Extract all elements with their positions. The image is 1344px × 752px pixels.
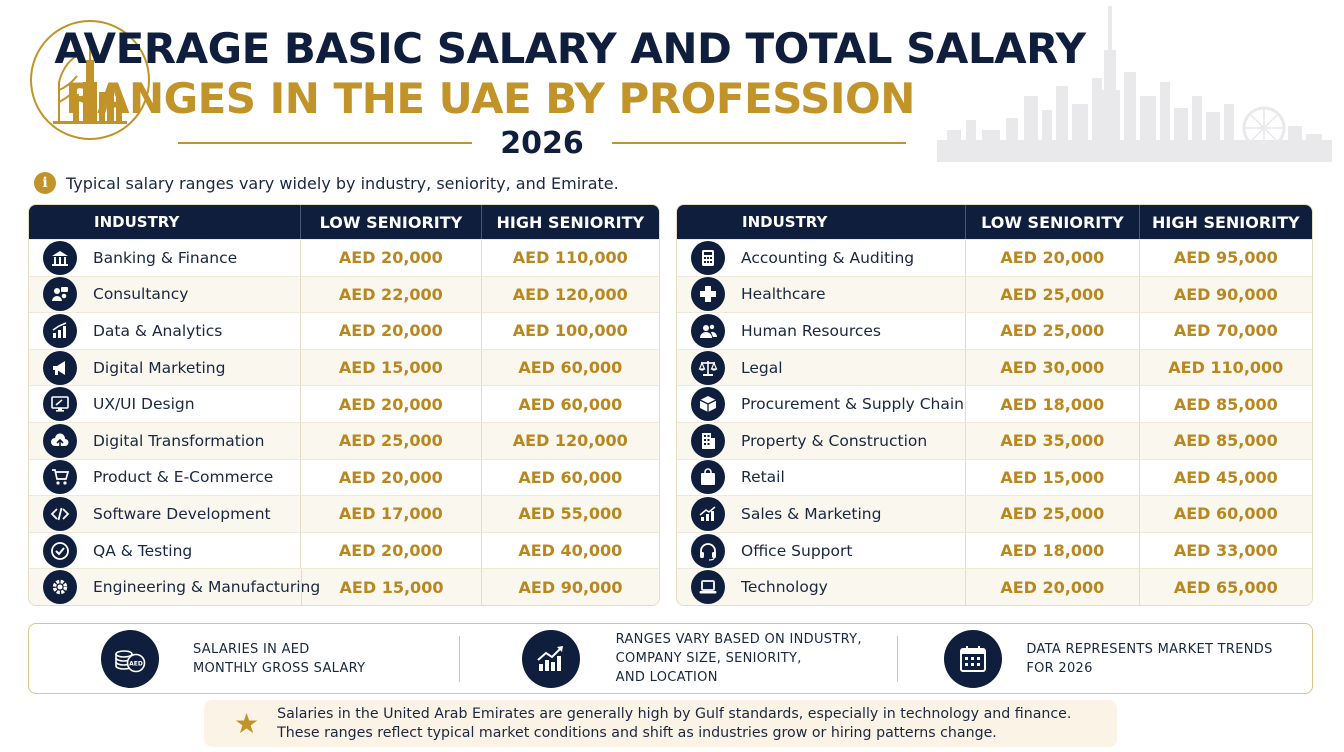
footer-item-trends — [898, 624, 1312, 693]
industry-cell — [29, 533, 300, 569]
high-seniority-salary: AED 85,000 — [1139, 423, 1312, 459]
table-row-digital-transformation — [29, 422, 659, 459]
column-header-industry: INDUSTRY — [94, 213, 180, 231]
people-icon — [691, 314, 725, 348]
table-row-engineering-and-manufacturing — [29, 568, 659, 605]
check-icon — [43, 534, 77, 568]
industry-label: Digital Marketing — [93, 358, 226, 377]
industry-label: Digital Transformation — [93, 431, 265, 450]
high-seniority-salary: AED 120,000 — [481, 277, 659, 313]
low-seniority-salary: AED 17,000 — [300, 496, 480, 532]
low-seniority-salary: AED 15,000 — [965, 460, 1138, 496]
high-seniority-salary: AED 100,000 — [481, 313, 659, 349]
table-row-sales-and-marketing — [677, 495, 1312, 532]
high-seniority-salary: AED 45,000 — [1139, 460, 1312, 496]
low-seniority-salary: AED 18,000 — [965, 386, 1138, 422]
high-seniority-salary: AED 110,000 — [481, 240, 659, 276]
high-seniority-salary: AED 70,000 — [1139, 313, 1312, 349]
calendar-icon — [944, 630, 1002, 688]
low-seniority-salary: AED 15,000 — [301, 569, 481, 605]
analytics-icon — [43, 314, 77, 348]
industry-label: Human Resources — [741, 321, 881, 340]
footer-text-1 — [193, 640, 365, 678]
table-row-accounting-and-auditing — [677, 239, 1312, 276]
bank-icon — [43, 241, 77, 275]
table-row-consultancy — [29, 276, 659, 313]
info-note — [34, 172, 619, 194]
industry-label: Sales & Marketing — [741, 504, 882, 523]
industry-label: Legal — [741, 358, 783, 377]
footer-text-3 — [1026, 640, 1272, 678]
growth-chart-icon — [691, 497, 725, 531]
table-row-product-and-e-commerce — [29, 459, 659, 496]
industry-label: Consultancy — [93, 285, 189, 304]
table-row-technology — [677, 568, 1312, 605]
info-icon: i — [34, 172, 56, 194]
high-seniority-salary: AED 40,000 — [481, 533, 659, 569]
table-row-ux-ui-design — [29, 385, 659, 422]
title-line-1: AVERAGE BASIC SALARY AND TOTAL SALARY — [54, 24, 1086, 73]
building-icon — [691, 424, 725, 458]
low-seniority-salary: AED 20,000 — [300, 240, 480, 276]
industry-label: Engineering & Manufacturing — [93, 578, 321, 597]
industry-cell — [29, 460, 300, 496]
footer-line: COMPANY SIZE, SENIORITY, — [615, 651, 802, 666]
industry-label: Property & Construction — [741, 431, 928, 450]
headset-icon — [691, 534, 725, 568]
code-icon — [43, 497, 77, 531]
industry-cell — [677, 423, 965, 459]
coin-label: AED — [129, 660, 143, 667]
table-row-data-and-analytics — [29, 312, 659, 349]
industry-cell — [29, 496, 300, 532]
column-header-industry: INDUSTRY — [742, 213, 828, 231]
low-seniority-salary: AED 25,000 — [965, 313, 1138, 349]
table-row-banking-and-finance — [29, 239, 659, 276]
industry-label: Product & E-Commerce — [93, 468, 274, 487]
industry-label: Data & Analytics — [93, 321, 223, 340]
column-header-high: HIGH SENIORITY — [1139, 205, 1312, 239]
megaphone-icon — [43, 351, 77, 385]
table-row-healthcare — [677, 276, 1312, 313]
industry-cell — [677, 277, 965, 313]
column-header-low: LOW SENIORITY — [965, 205, 1138, 239]
table-body — [677, 239, 1312, 605]
industry-cell — [29, 277, 300, 313]
cloud-upload-icon — [43, 424, 77, 458]
low-seniority-salary: AED 15,000 — [300, 350, 480, 386]
cart-icon — [43, 460, 77, 494]
consultancy-icon — [43, 277, 77, 311]
industry-label: UX/UI Design — [93, 395, 195, 414]
salary-table-left — [28, 204, 660, 606]
calculator-icon — [691, 241, 725, 275]
industry-cell — [677, 460, 965, 496]
high-seniority-salary: AED 55,000 — [481, 496, 659, 532]
bottom-note-line: Salaries in the United Arab Emirates are generally high by Gulf standards, especially in technology and finance. — [277, 705, 1072, 722]
low-seniority-salary: AED 20,000 — [300, 386, 480, 422]
low-seniority-salary: AED 25,000 — [300, 423, 480, 459]
box-icon — [691, 387, 725, 421]
footer-item-currency — [29, 624, 459, 693]
growth-chart-icon — [522, 630, 580, 688]
footer-line: MONTHLY GROSS SALARY — [193, 660, 366, 676]
high-seniority-salary: AED 60,000 — [481, 350, 659, 386]
coins-icon — [101, 630, 159, 688]
year-divider — [178, 124, 906, 162]
gear-icon — [43, 570, 77, 604]
industry-cell — [677, 496, 965, 532]
scales-icon — [691, 351, 725, 385]
divider-line — [612, 142, 906, 144]
industry-label: Software Development — [93, 504, 271, 523]
footer-info-box — [28, 623, 1313, 694]
industry-cell — [677, 313, 965, 349]
table-row-software-development — [29, 495, 659, 532]
divider-line — [178, 142, 472, 144]
monitor-design-icon — [43, 387, 77, 421]
industry-label: Healthcare — [741, 285, 826, 304]
table-row-property-and-construction — [677, 422, 1312, 459]
high-seniority-salary: AED 110,000 — [1139, 350, 1312, 386]
star-icon: ★ — [234, 707, 260, 740]
high-seniority-salary: AED 90,000 — [481, 569, 659, 605]
low-seniority-salary: AED 20,000 — [965, 240, 1138, 276]
column-header-low: LOW SENIORITY — [300, 205, 480, 239]
industry-cell — [677, 569, 965, 605]
industry-cell — [677, 240, 965, 276]
industry-cell — [29, 386, 300, 422]
table-row-legal — [677, 349, 1312, 386]
low-seniority-salary: AED 25,000 — [965, 496, 1138, 532]
high-seniority-salary: AED 60,000 — [481, 386, 659, 422]
year-label: 2026 — [500, 125, 584, 161]
table-row-retail — [677, 459, 1312, 496]
table-row-procurement-and-supply-chain — [677, 385, 1312, 422]
title-line-2: RANGES IN THE UAE BY PROFESSION — [65, 74, 915, 123]
table-header — [29, 205, 659, 239]
industry-label: Technology — [741, 578, 828, 597]
high-seniority-salary: AED 33,000 — [1139, 533, 1312, 569]
table-body — [29, 239, 659, 605]
high-seniority-salary: AED 65,000 — [1139, 569, 1312, 605]
high-seniority-salary: AED 60,000 — [1139, 496, 1312, 532]
high-seniority-salary: AED 90,000 — [1139, 277, 1312, 313]
low-seniority-salary: AED 25,000 — [965, 277, 1138, 313]
column-header-high: HIGH SENIORITY — [481, 205, 659, 239]
low-seniority-salary: AED 35,000 — [965, 423, 1138, 459]
info-note-text: Typical salary ranges vary widely by industry, seniority, and Emirate. — [66, 173, 619, 193]
table-row-office-support — [677, 532, 1312, 569]
bottom-note — [204, 700, 1117, 747]
industry-cell — [29, 313, 300, 349]
footer-line: SALARIES IN AED — [193, 641, 310, 657]
footer-line: DATA REPRESENTS MARKET TRENDS — [1026, 641, 1273, 657]
low-seniority-salary: AED 22,000 — [300, 277, 480, 313]
table-row-qa-and-testing — [29, 532, 659, 569]
industry-label: QA & Testing — [93, 541, 193, 560]
footer-line: FOR 2026 — [1026, 660, 1093, 676]
high-seniority-salary: AED 120,000 — [481, 423, 659, 459]
bottom-note-text — [277, 705, 1071, 743]
industry-label: Accounting & Auditing — [741, 248, 915, 267]
industry-label: Banking & Finance — [93, 248, 238, 267]
low-seniority-salary: AED 18,000 — [965, 533, 1138, 569]
footer-line: AND LOCATION — [615, 670, 718, 685]
low-seniority-salary: AED 20,000 — [300, 460, 480, 496]
medical-cross-icon — [691, 277, 725, 311]
industry-cell — [29, 240, 300, 276]
low-seniority-salary: AED 30,000 — [965, 350, 1138, 386]
laptop-icon — [691, 570, 725, 604]
shopping-bag-icon — [691, 460, 725, 494]
high-seniority-salary: AED 85,000 — [1139, 386, 1312, 422]
salary-table-right — [676, 204, 1313, 606]
industry-cell — [29, 350, 300, 386]
industry-cell — [677, 386, 965, 422]
industry-cell — [677, 533, 965, 569]
table-row-human-resources — [677, 312, 1312, 349]
footer-item-ranges — [460, 624, 898, 693]
high-seniority-salary: AED 95,000 — [1139, 240, 1312, 276]
high-seniority-salary: AED 60,000 — [481, 460, 659, 496]
industry-cell — [29, 423, 300, 459]
footer-line: RANGES VARY BASED ON INDUSTRY, — [615, 632, 862, 647]
industry-cell — [677, 350, 965, 386]
low-seniority-salary: AED 20,000 — [965, 569, 1138, 605]
footer-text-2 — [616, 630, 862, 687]
industry-label: Procurement & Supply Chain — [741, 395, 965, 414]
low-seniority-salary: AED 20,000 — [300, 313, 480, 349]
table-header — [677, 205, 1312, 239]
industry-label: Office Support — [741, 541, 853, 560]
industry-label: Retail — [741, 468, 785, 487]
industry-cell — [29, 569, 321, 605]
table-row-digital-marketing — [29, 349, 659, 386]
low-seniority-salary: AED 20,000 — [300, 533, 480, 569]
bottom-note-line: These ranges reflect typical market conditions and shift as industries grow or hiring patterns change. — [277, 724, 997, 741]
